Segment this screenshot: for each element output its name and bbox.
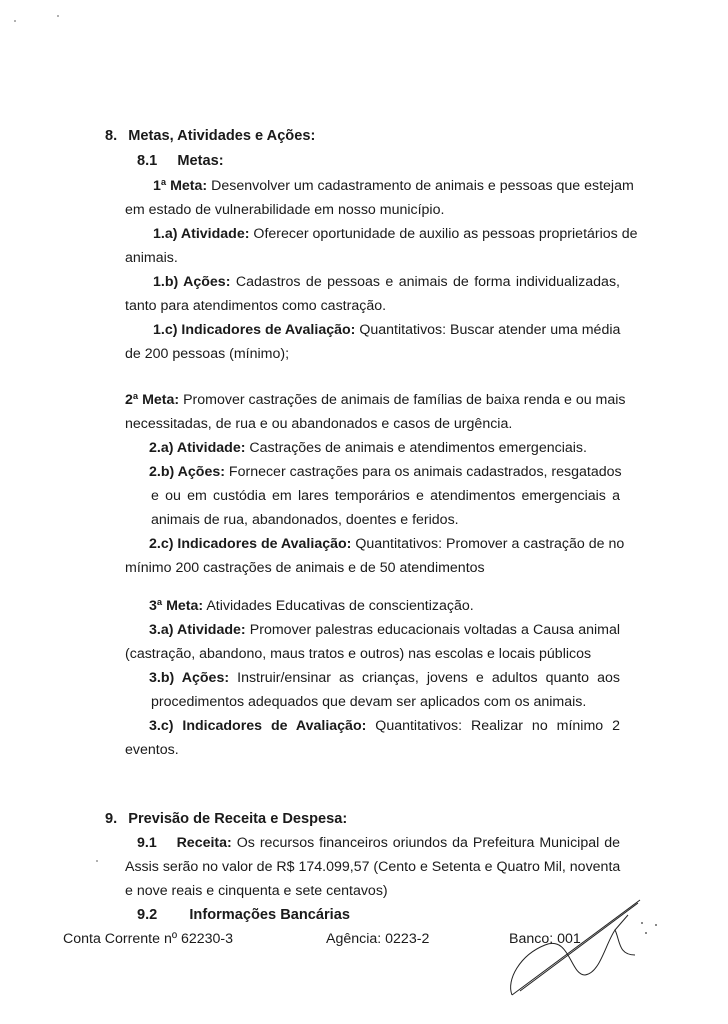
subsection-number: 9.2 [137, 907, 158, 923]
acoes-2b-line-2: e ou em custódia em lares temporários e atendimentos emergenciais a [151, 488, 620, 504]
subsection-9-2-heading [137, 906, 350, 924]
subsection-number: 9.1 [137, 835, 157, 851]
meta-2-text: Promover castrações de animais de famílias de baixa renda e ou mais [183, 392, 626, 408]
scan-speck [14, 20, 16, 22]
section-title: Metas, Atividades e Ações: [128, 128, 316, 144]
indicadores-2c-label: 2.c) Indicadores de Avaliação: [149, 536, 352, 552]
meta-1-label: 1ª Meta: [153, 178, 208, 194]
atividade-1a-line-1 [153, 225, 638, 243]
meta-2-line-2: necessitadas, de rua e ou abandonados e casos de urgência. [125, 416, 513, 432]
subsection-title: Informações Bancárias [189, 907, 350, 923]
subsection-8-1-heading [137, 152, 224, 170]
atividade-3a-label: 3.a) Atividade: [149, 622, 246, 638]
receita-label: Receita: [176, 835, 232, 851]
meta-2-line-1 [125, 391, 626, 409]
acoes-2b-label: 2.b) Ações: [149, 464, 225, 480]
receita-text: Os recursos financeiros oriundos da Prefeitura Municipal de [236, 835, 620, 851]
meta-3-line [149, 597, 474, 615]
conta-corrente: Conta Corrente nº 62230-3 [63, 931, 234, 947]
subsection-title: Metas: [177, 153, 224, 169]
handwritten-signature [500, 895, 660, 1005]
indicadores-3c-label: 3.c) Indicadores de Avaliação: [149, 718, 367, 734]
indicadores-3c-line-2: eventos. [125, 742, 179, 758]
receita-9-1-line-3: e nove reais e cinquenta e sete centavos) [125, 883, 388, 899]
acoes-2b-line-1 [149, 463, 620, 481]
scan-speck [96, 860, 98, 862]
section-8-heading [105, 127, 315, 145]
acoes-2b-line-3: animais de rua, abandonados, doentes e feridos. [151, 512, 459, 528]
section-number: 8. [105, 128, 118, 144]
acoes-1b-text: Cadastros de pessoas e animais de forma individualizadas, [235, 274, 620, 290]
acoes-2b-text: Fornecer castrações para os animais cadastrados, resgatados [228, 464, 622, 480]
acoes-1b-line-2: tanto para atendimentos como castração. [125, 298, 387, 314]
indicadores-3c-text: Quantitativos: Realizar no mínimo 2 [375, 718, 620, 734]
indicadores-1c-line-2: de 200 pessoas (mínimo); [125, 346, 290, 362]
banco: Banco: 001 [509, 931, 581, 947]
acoes-1b-label: 1.b) Ações: [153, 274, 231, 290]
section-title: Previsão de Receita e Despesa: [128, 811, 348, 827]
acoes-3b-line-2: procedimentos adequados que devam ser aplicados com os animais. [151, 694, 587, 710]
receita-9-1-line-2: Assis serão no valor de R$ 174.099,57 (Cento e Setenta e Quatro Mil, noventa [125, 859, 621, 875]
section-number: 9. [105, 811, 118, 827]
atividade-1a-label: 1.a) Atividade: [153, 226, 250, 242]
atividade-3a-line-2: (castração, abandono, maus tratos e outros) nas escolas e locais públicos [125, 646, 592, 662]
atividade-2a-text: Castrações de animais e atendimentos emergenciais. [249, 440, 587, 456]
indicadores-2c-line-1 [149, 535, 625, 553]
acoes-3b-label: 3.b) Ações: [149, 670, 230, 686]
atividade-1a-text: Oferecer oportunidade de auxilio as pessoas proprietários de [253, 226, 638, 242]
meta-3-text: Atividades Educativas de conscientização. [206, 598, 474, 614]
atividade-3a-line-1 [149, 621, 620, 639]
meta-2-label: 2ª Meta: [125, 392, 180, 408]
atividade-3a-text: Promover palestras educacionais voltadas a Causa animal [249, 622, 620, 638]
acoes-1b-line-1 [153, 273, 620, 291]
receita-9-1-line-1 [137, 834, 620, 852]
atividade-2a-line [149, 439, 587, 457]
atividade-1a-line-2: animais. [125, 250, 178, 266]
indicadores-1c-label: 1.c) Indicadores de Avaliação: [153, 322, 356, 338]
meta-1-line-2: em estado de vulnerabilidade em nosso município. [125, 202, 445, 218]
atividade-2a-label: 2.a) Atividade: [149, 440, 246, 456]
meta-1-text: Desenvolver um cadastramento de animais e pessoas que estejam [211, 178, 634, 194]
meta-3-label: 3ª Meta: [149, 598, 204, 614]
indicadores-1c-line-1 [153, 321, 620, 339]
indicadores-1c-text: Quantitativos: Buscar atender uma média [359, 322, 621, 338]
indicadores-2c-text: Quantitativos: Promover a castração de no [355, 536, 625, 552]
acoes-3b-text: Instruir/ensinar as crianças, jovens e adultos quanto aos [237, 670, 620, 686]
scan-speck [57, 15, 59, 17]
indicadores-3c-line-1 [149, 717, 620, 735]
indicadores-2c-line-2: mínimo 200 castrações de animais e de 50 atendimentos [125, 560, 485, 576]
meta-1-line-1 [153, 177, 634, 195]
subsection-number: 8.1 [137, 153, 158, 169]
agencia: Agência: 0223-2 [326, 931, 430, 947]
acoes-3b-line-1 [149, 669, 620, 687]
section-9-heading [105, 810, 347, 828]
